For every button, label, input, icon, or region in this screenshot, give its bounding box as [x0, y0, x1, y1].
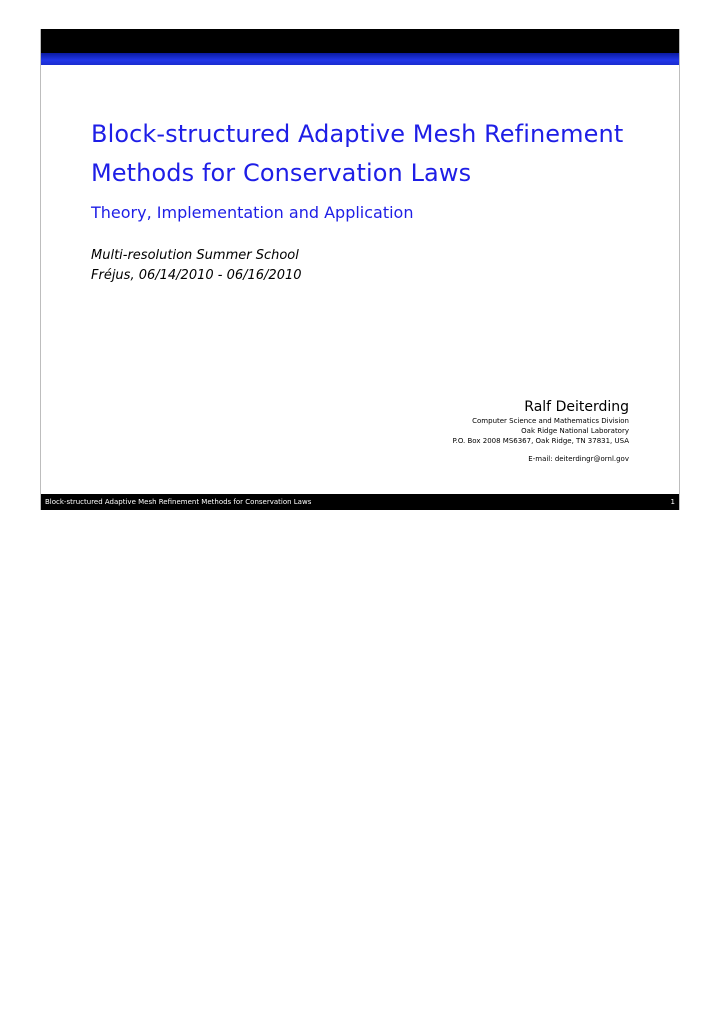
header-stripe: [41, 53, 679, 65]
footer-title: Block-structured Adaptive Mesh Refinement Methods for Conservation Laws: [45, 498, 312, 506]
event-info: [91, 246, 302, 286]
footer-bar: [41, 494, 679, 510]
slide-title-line-1: Block-structured Adaptive Mesh Refinement: [91, 120, 624, 148]
author-email: E-mail: deiterdingr@ornl.gov: [528, 455, 629, 463]
author-block: [452, 398, 629, 464]
affiliation-address: P.O. Box 2008 MS6367, Oak Ridge, TN 37831, USA: [452, 437, 629, 445]
page-number: 1: [670, 498, 675, 506]
slide-subtitle: Theory, Implementation and Application: [91, 203, 414, 222]
event-name: Multi-resolution Summer School: [91, 248, 299, 263]
affiliation-lab: Oak Ridge National Laboratory: [521, 427, 629, 435]
event-place-date: Fréjus, 06/14/2010 - 06/16/2010: [91, 268, 302, 283]
slide: [40, 29, 680, 510]
slide-title-line-2: Methods for Conservation Laws: [91, 159, 472, 187]
author-name: Ralf Deiterding: [524, 399, 629, 415]
header-bar: [41, 29, 679, 53]
affiliation-division: Computer Science and Mathematics Division: [472, 417, 629, 425]
slide-title: [91, 115, 671, 193]
